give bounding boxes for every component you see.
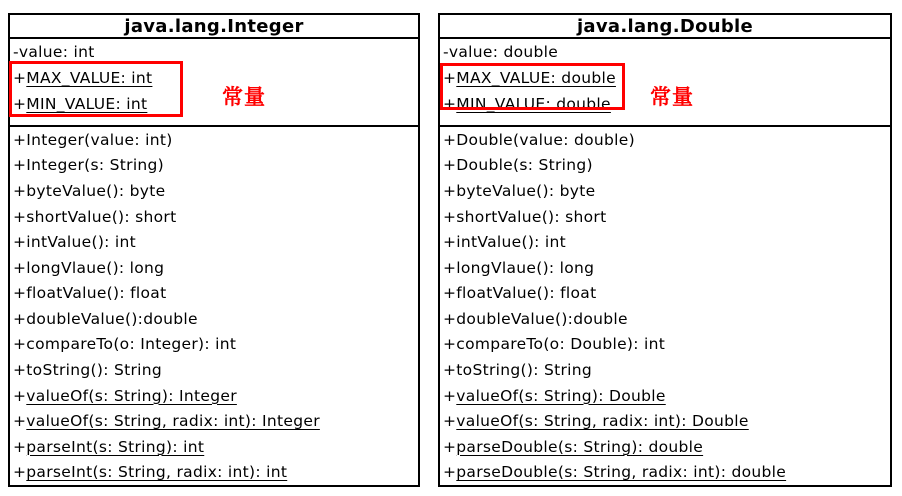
visibility-sign: + — [13, 437, 27, 456]
visibility-sign: + — [13, 95, 27, 113]
method-text: shortValue(): short — [456, 207, 607, 226]
visibility-sign: + — [443, 156, 457, 175]
method-text: byteValue(): byte — [456, 181, 596, 200]
method-text-static: parseDouble(s: String): double — [456, 437, 704, 456]
method-text: Double(s: String) — [456, 156, 593, 175]
visibility-sign: + — [443, 284, 457, 303]
method-row — [13, 306, 418, 332]
method-row — [13, 153, 418, 179]
visibility-sign: - — [13, 43, 19, 61]
fields-compartment-integer — [10, 39, 418, 127]
visibility-sign: + — [13, 284, 27, 303]
method-row — [443, 255, 890, 281]
visibility-sign: + — [443, 95, 457, 113]
method-row — [13, 332, 418, 358]
visibility-sign: + — [13, 181, 27, 200]
field-text-static: MIN_VALUE: int — [26, 95, 148, 113]
visibility-sign: + — [13, 309, 27, 328]
method-row — [13, 204, 418, 230]
method-text: intValue(): int — [456, 233, 567, 252]
method-row — [443, 229, 890, 255]
method-text: shortValue(): short — [26, 207, 177, 226]
method-row — [13, 383, 418, 409]
method-row — [443, 127, 890, 153]
field-text: value: double — [448, 43, 559, 61]
method-row — [13, 434, 418, 460]
visibility-sign: + — [443, 207, 457, 226]
visibility-sign: + — [443, 360, 457, 379]
method-row — [443, 306, 890, 332]
visibility-sign: + — [13, 258, 27, 277]
uml-class-box-integer — [8, 13, 420, 487]
method-text-static: valueOf(s: String, radix: int): Integer — [26, 412, 320, 431]
visibility-sign: + — [13, 463, 27, 482]
class-title-integer: java.lang.Integer — [10, 15, 418, 39]
visibility-sign: + — [13, 360, 27, 379]
field-row — [443, 39, 890, 65]
method-text: Integer(s: String) — [26, 156, 165, 175]
method-row — [13, 229, 418, 255]
method-row — [13, 357, 418, 383]
method-text: doubleValue():double — [26, 309, 198, 328]
constants-annotation: 常量 — [222, 85, 266, 109]
method-row — [443, 434, 890, 460]
method-text: longVlaue(): long — [456, 258, 595, 277]
method-row — [443, 383, 890, 409]
field-text-static: MIN_VALUE: double — [456, 95, 611, 113]
method-row — [443, 357, 890, 383]
fields-compartment-double — [440, 39, 890, 127]
field-text-static: MAX_VALUE: double — [456, 69, 616, 87]
class-title-double: java.lang.Double — [440, 15, 890, 39]
method-text: compareTo(o: Double): int — [456, 335, 666, 354]
method-row — [443, 332, 890, 358]
methods-compartment-double — [440, 127, 890, 485]
method-text: doubleValue():double — [456, 309, 628, 328]
method-row — [443, 408, 890, 434]
method-row — [13, 178, 418, 204]
method-text-static: valueOf(s: String): Double — [456, 386, 666, 405]
method-text: intValue(): int — [26, 233, 137, 252]
visibility-sign: + — [13, 156, 27, 175]
method-row — [443, 178, 890, 204]
visibility-sign: + — [13, 207, 27, 226]
method-text: floatValue(): float — [26, 284, 167, 303]
visibility-sign: + — [13, 412, 27, 431]
method-text-static: valueOf(s: String): Integer — [26, 386, 237, 405]
visibility-sign: + — [443, 335, 457, 354]
visibility-sign: + — [13, 130, 27, 149]
visibility-sign: + — [443, 437, 457, 456]
method-text-static: parseInt(s: String): int — [26, 437, 205, 456]
visibility-sign: + — [443, 130, 457, 149]
method-text: toString(): String — [456, 360, 593, 379]
constants-annotation: 常量 — [650, 85, 694, 109]
visibility-sign: + — [443, 69, 457, 87]
method-row — [13, 280, 418, 306]
method-row — [443, 204, 890, 230]
method-text: compareTo(o: Integer): int — [26, 335, 237, 354]
visibility-sign: + — [443, 386, 457, 405]
method-text-static: valueOf(s: String, radix: int): Double — [456, 412, 749, 431]
visibility-sign: + — [443, 463, 457, 482]
visibility-sign: + — [443, 258, 457, 277]
method-row — [443, 153, 890, 179]
visibility-sign: + — [13, 69, 27, 87]
method-row — [443, 280, 890, 306]
visibility-sign: + — [13, 233, 27, 252]
field-text-static: MAX_VALUE: int — [26, 69, 153, 87]
method-row — [13, 460, 418, 486]
visibility-sign: + — [443, 181, 457, 200]
visibility-sign: + — [443, 309, 457, 328]
method-text: toString(): String — [26, 360, 163, 379]
field-row — [13, 91, 418, 117]
field-text: value: int — [18, 43, 95, 61]
method-row — [13, 127, 418, 153]
method-row — [13, 255, 418, 281]
method-text: Integer(value: int) — [26, 130, 173, 149]
method-row — [13, 408, 418, 434]
visibility-sign: + — [13, 335, 27, 354]
visibility-sign: + — [443, 233, 457, 252]
field-row — [13, 39, 418, 65]
uml-class-box-double — [438, 13, 892, 487]
method-text-static: parseInt(s: String, radix: int): int — [26, 463, 288, 482]
method-row — [443, 460, 890, 486]
method-text: Double(value: double) — [456, 130, 635, 149]
visibility-sign: + — [443, 412, 457, 431]
methods-compartment-integer — [10, 127, 418, 485]
method-text: longVlaue(): long — [26, 258, 165, 277]
method-text-static: parseDouble(s: String, radix: int): double — [456, 463, 787, 482]
field-row — [13, 65, 418, 91]
method-text: floatValue(): float — [456, 284, 597, 303]
visibility-sign: + — [13, 386, 27, 405]
method-text: byteValue(): byte — [26, 181, 166, 200]
visibility-sign: - — [443, 43, 449, 61]
